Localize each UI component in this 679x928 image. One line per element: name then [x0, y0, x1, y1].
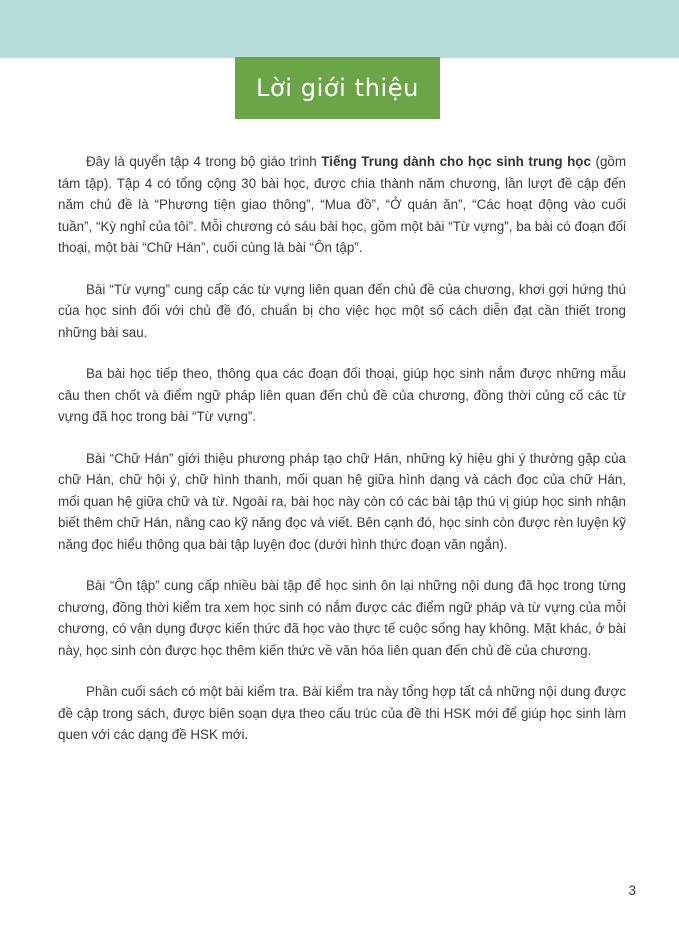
introduction-body: [58, 151, 626, 766]
paragraph-overview-rest: (gồm tám tập). Tập 4 có tổng cộng 30 bài học, được chia thành năm chương, lần lượt đề cập đến năm chủ đề là “Phương tiện giao thông”, “Mua đồ”, “Ở quán ăn”, “Các hoạt động vào cuối tuần”, “Kỳ nghỉ của tôi”. Mỗi chương có sáu bài học, gồm một bài “Từ vựng”, ba bài có đoạn đối thoại, một bài “Chữ Hán”, cuối cùng là bài “Ôn tập”.: [58, 154, 626, 255]
paragraph-review-lesson: Bài “Ôn tập” cung cấp nhiều bài tập để học sinh ôn lại những nội dung đã học trong từng chương, đồng thời kiểm tra xem học sinh có nắm được các điểm ngữ pháp và từ vựng của mỗi chương, có vận dụng được kiến thức đã học vào thực tế cuộc sống hay không. Mặt khác, ở bài này, học sinh còn được học thêm kiến thức về văn hóa liên quan đến chủ đề của chương.: [58, 578, 626, 658]
paragraph-final-test: Phần cuối sách có một bài kiểm tra. Bài kiểm tra này tổng hợp tất cả những nội dung được đề cập trong sách, được biên soạn dựa theo cấu trúc của đề thi HSK mới để giúp học sinh làm quen với các dạng đề HSK mới.: [58, 684, 626, 742]
header-band: [0, 0, 679, 58]
title-banner: [235, 57, 440, 119]
page-title: Lời giới thiệu: [256, 74, 419, 102]
page-number: 3: [628, 883, 636, 898]
paragraph-vocabulary-lesson: Bài “Từ vựng” cung cấp các từ vựng liên quan đến chủ đề của chương, khơi gợi hứng thú của học sinh đối với chủ đề đó, chuẩn bị cho việc học một số cách diễn đạt cần thiết trong những bài sau.: [58, 281, 626, 340]
series-title: Tiếng Trung dành cho học sinh trung học: [321, 154, 591, 169]
paragraph-chinese-characters-lesson: Bài “Chữ Hán” giới thiệu phương pháp tạo chữ Hán, những ký hiệu ghi ý thường gặp của chữ Hán, chữ hội ý, chữ hình thanh, mối quan hệ giữa hình dạng và cách đọc của chữ Hán, mối quan hệ giữa chữ và từ. Ngoài ra, bài học này còn có các bài tập thú vị giúp học sinh nhận biết thêm chữ Hán, nâng cao kỹ năng đọc và viết. Bên cạnh đó, học sinh còn được rèn luyện kỹ năng đọc hiểu thông qua bài tập luyện đọc (dưới hình thức đoạn văn ngắn).: [58, 450, 626, 552]
paragraph-overview-lead: Đây là quyển tập 4 trong bộ giáo trình: [86, 154, 322, 169]
paragraph-overview: [58, 151, 626, 259]
paragraph-dialogue-lessons: Ba bài học tiếp theo, thông qua các đoạn đối thoại, giúp học sinh nắm được những mẫu câu then chốt và điểm ngữ pháp liên quan đến chủ đề của chương, đồng thời củng cố các từ vựng đã học trong bài “Từ vựng”.: [58, 366, 626, 424]
